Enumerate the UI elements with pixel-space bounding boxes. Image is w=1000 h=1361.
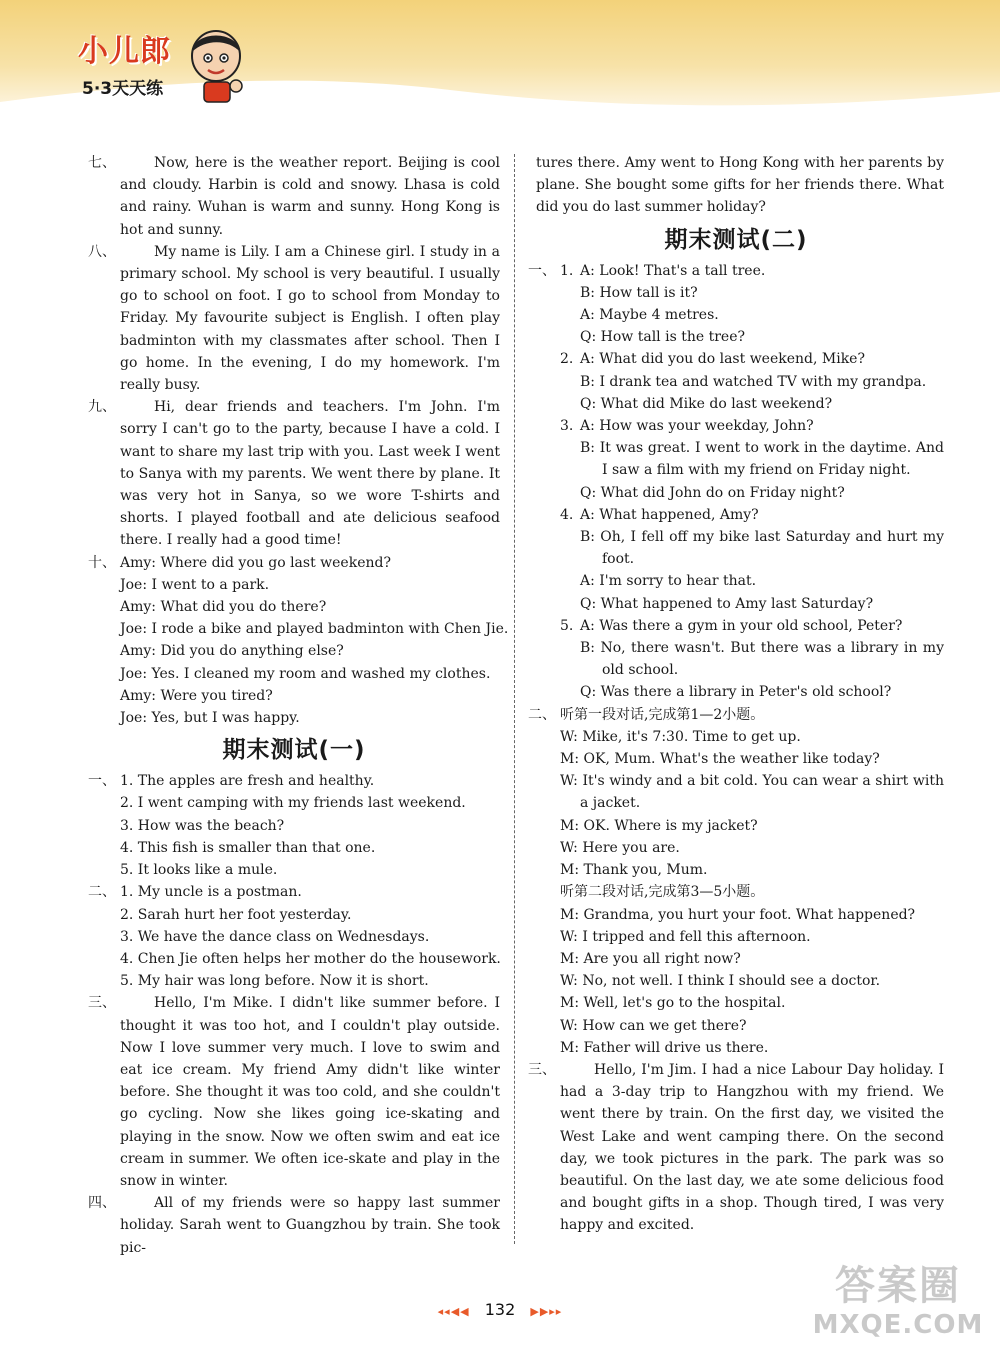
- section-text: Now, here is the weather report. Beijing is cool and cloudy. Harbin is cold and snowy. Lhasa is cold and rainy. Wuhan is warm and sunny. Hong Kong is hot and sunny.: [120, 155, 500, 238]
- dialogue-line: W: Here you are.: [560, 839, 680, 856]
- qa-row: B: It was great. I went to work in the daytime. And I saw a film with my friend on Friday night.: [580, 440, 944, 479]
- dialogue-line: Amy: Were you tired?: [120, 687, 273, 704]
- answer-item: 1. The apples are fresh and healthy.: [120, 773, 375, 790]
- section-marker: 二、: [528, 706, 556, 723]
- answer-item: 5. It looks like a mule.: [120, 862, 278, 879]
- exam-1-section-1: [88, 770, 500, 881]
- qa-group: [528, 415, 944, 504]
- qa-row: A: Look! That's a tall tree.: [580, 262, 766, 279]
- dialogue-line: M: Grandma, you hurt your foot. What happened?: [560, 906, 916, 923]
- qa-row: A: How was your weekday, John?: [580, 418, 814, 435]
- section-marker: 三、: [88, 995, 116, 1012]
- dialogue-2: [528, 904, 944, 1059]
- qa-number: 3.: [560, 418, 574, 435]
- qa-group: [528, 348, 944, 415]
- listening-intro: [528, 704, 944, 726]
- dialogue-line: M: Father will drive us there.: [560, 1039, 769, 1056]
- qa-row: B: Oh, I fell off my bike last Saturday and hurt my foot.: [580, 529, 944, 568]
- dialogue-line: Joe: I rode a bike and played badminton with Chen Jie.: [120, 621, 509, 638]
- next-arrows-icon: ▶▶▸▸: [530, 1305, 563, 1318]
- column-divider: [514, 154, 515, 1244]
- qa-number: 4.: [560, 506, 574, 523]
- page-header: [0, 0, 1000, 120]
- qa-row: B: How tall is it?: [580, 284, 698, 301]
- dialogue-line: M: Well, let's go to the hospital.: [560, 995, 786, 1012]
- dialogue-line: M: OK. Where is my jacket?: [560, 817, 758, 834]
- exam-2-section-1: [528, 260, 944, 704]
- intro-text: 听第二段对话,完成第3—5小题。: [560, 884, 765, 901]
- section-9: [88, 396, 500, 551]
- section-marker: 四、: [88, 1195, 116, 1212]
- section-text: Hi, dear friends and teachers. I'm John. I'm sorry I can't go to the party, because I have a cold. I want to share my last trip with you. Last week I went to Sanya with my parents. We went there by plane. It was very hot in Sanya, so we wore T-shirts and shorts. I played football and ate delicious seafood there. I really had a good time!: [120, 399, 500, 549]
- qa-row: Q: What did Mike do last weekend?: [580, 395, 833, 412]
- dialogue-line: M: OK, Mum. What's the weather like today?: [560, 751, 880, 768]
- section-marker: 十、: [88, 554, 116, 571]
- section-marker: 二、: [88, 884, 116, 901]
- page-number: 132: [484, 1300, 516, 1319]
- section-10: [88, 552, 509, 730]
- dialogue-line: W: Mike, it's 7:30. Time to get up.: [560, 728, 801, 745]
- brand-logo: [78, 26, 248, 106]
- section-text: My name is Lily. I am a Chinese girl. I study in a primary school. My school is very beautiful. I usually go to school on foot. I go to school from Monday to Friday. My favourite subject is English. I often play badminton with my classmates after school. Then I go home. In the evening, I do my homework. I'm really busy.: [120, 243, 500, 394]
- prev-arrows-icon: ◂◂◀◀: [437, 1305, 470, 1318]
- section-marker: 三、: [528, 1061, 556, 1078]
- dialogue-line: Joe: I went to a park.: [120, 576, 270, 593]
- exam-2-section-3: [528, 1059, 944, 1237]
- exam-2-section-2: [528, 704, 944, 1059]
- exam-2-title: 期末测试(二): [664, 226, 808, 253]
- exam-1-section-2: [88, 881, 500, 992]
- qa-row: Q: Was there a library in Peter's old school?: [580, 684, 892, 701]
- continued-text: tures there. Amy went to Hong Kong with her parents by plane. She bought some gifts for her friends there. What did you do last summer holiday?: [536, 155, 944, 216]
- dialogue-line: W: How can we get there?: [560, 1017, 747, 1034]
- brand-title: 小儿郎: [78, 34, 171, 69]
- qa-row: A: I'm sorry to hear that.: [580, 573, 757, 590]
- section-marker: 九、: [88, 399, 116, 416]
- exam-1-title: 期末测试(一): [222, 737, 366, 764]
- dialogue-line: M: Are you all right now?: [560, 950, 741, 967]
- brand-subtitle: 5·3天天练: [82, 79, 164, 99]
- qa-row: Q: How tall is the tree?: [580, 329, 745, 346]
- dialogue-line: Amy: What did you do there?: [120, 599, 327, 616]
- section-marker: 七、: [88, 155, 116, 171]
- section-7: [88, 152, 500, 241]
- section-marker: 一、: [88, 773, 116, 790]
- qa-group: [528, 260, 944, 349]
- dialogue-line: W: No, not well. I think I should see a doctor.: [560, 973, 881, 990]
- dialogue-line: Amy: Where did you go last weekend?: [120, 554, 391, 571]
- dialogue-line: W: It's windy and a bit cold. You can wear a shirt with a jacket.: [560, 773, 944, 812]
- qa-number: 1.: [560, 262, 574, 279]
- answer-item: 1. My uncle is a postman.: [120, 884, 302, 901]
- qa-group: [528, 504, 944, 615]
- mascot-boy-icon: [186, 26, 246, 104]
- qa-row: A: What happened, Amy?: [580, 506, 759, 523]
- intro-text: 听第一段对话,完成第1—2小题。: [560, 706, 765, 723]
- answer-item: 3. How was the beach?: [120, 817, 285, 834]
- exam-1-section-4: [88, 1192, 500, 1259]
- listening-intro: [528, 881, 944, 903]
- qa-number: 2.: [560, 351, 574, 368]
- section-text: All of my friends were so happy last summer holiday. Sarah went to Guangzhou by train. She took pic-: [120, 1195, 500, 1256]
- watermark-url: MXQE.COM: [812, 1310, 984, 1340]
- dialogue-line: W: I tripped and fell this afternoon.: [560, 928, 811, 945]
- dialogue-line: Joe: Yes. I cleaned my room and washed my clothes.: [120, 665, 491, 682]
- answer-item: 4. This fish is smaller than that one.: [120, 839, 376, 856]
- qa-row: A: What did you do last weekend, Mike?: [580, 351, 865, 368]
- dialogue-line: Joe: Yes, but I was happy.: [120, 710, 300, 727]
- qa-row: B: No, there wasn't. But there was a library in my old school.: [580, 640, 944, 679]
- qa-row: Q: What did John do on Friday night?: [580, 484, 845, 501]
- left-column: [88, 152, 509, 1259]
- section-marker: 一、: [528, 262, 556, 279]
- section-marker: 八、: [88, 243, 116, 260]
- answer-item: 5. My hair was long before. Now it is short.: [120, 973, 429, 990]
- exam-1-section-3: [88, 992, 500, 1192]
- qa-group: [528, 615, 944, 704]
- qa-row: B: I drank tea and watched TV with my grandpa.: [580, 373, 927, 390]
- answer-item: 2. Sarah hurt her foot yesterday.: [120, 906, 352, 923]
- qa-row: Q: What happened to Amy last Saturday?: [580, 595, 874, 612]
- dialogue-1: [528, 726, 944, 881]
- qa-row: A: Was there a gym in your old school, Peter?: [580, 617, 903, 634]
- dialogue-line: Amy: Did you do anything else?: [120, 643, 344, 660]
- answer-item: 2. I went camping with my friends last weekend.: [120, 795, 466, 812]
- answer-item: 4. Chen Jie often helps her mother do the housework.: [120, 950, 501, 967]
- qa-number: 5.: [560, 617, 574, 634]
- right-column: [528, 152, 944, 1237]
- qa-row: A: Maybe 4 metres.: [580, 307, 719, 324]
- dialogue-line: M: Thank you, Mum.: [560, 862, 708, 879]
- section-8: [88, 241, 500, 396]
- watermark-text: 答案圈: [835, 1263, 961, 1309]
- section-text: Hello, I'm Mike. I didn't like summer before. I thought it was too hot, and I couldn't play outside. Now I love summer very much. I love to swim and eat ice cream. My friend Amy didn't like winter before. She thought it was too cold, and she couldn't go cycling. Now she likes going ice-skating and playing in the snow. Now we often swim and eat ice cream in summer. We often ice-skate and play in the snow in winter.: [120, 995, 500, 1189]
- answer-item: 3. We have the dance class on Wednesdays.: [120, 928, 430, 945]
- watermark: [808, 1262, 988, 1354]
- section-text: Hello, I'm Jim. I had a nice Labour Day holiday. I had a 3-day trip to Hangzhou with my friend. We went there by train. On the first day, we visited the West Lake and went camping there. On the second day, we took pictures in the park. The park was so beautiful. On the last day, we ate some delicious food and bought gifts in a shop. Though tired, I was very happy and excited.: [560, 1061, 944, 1234]
